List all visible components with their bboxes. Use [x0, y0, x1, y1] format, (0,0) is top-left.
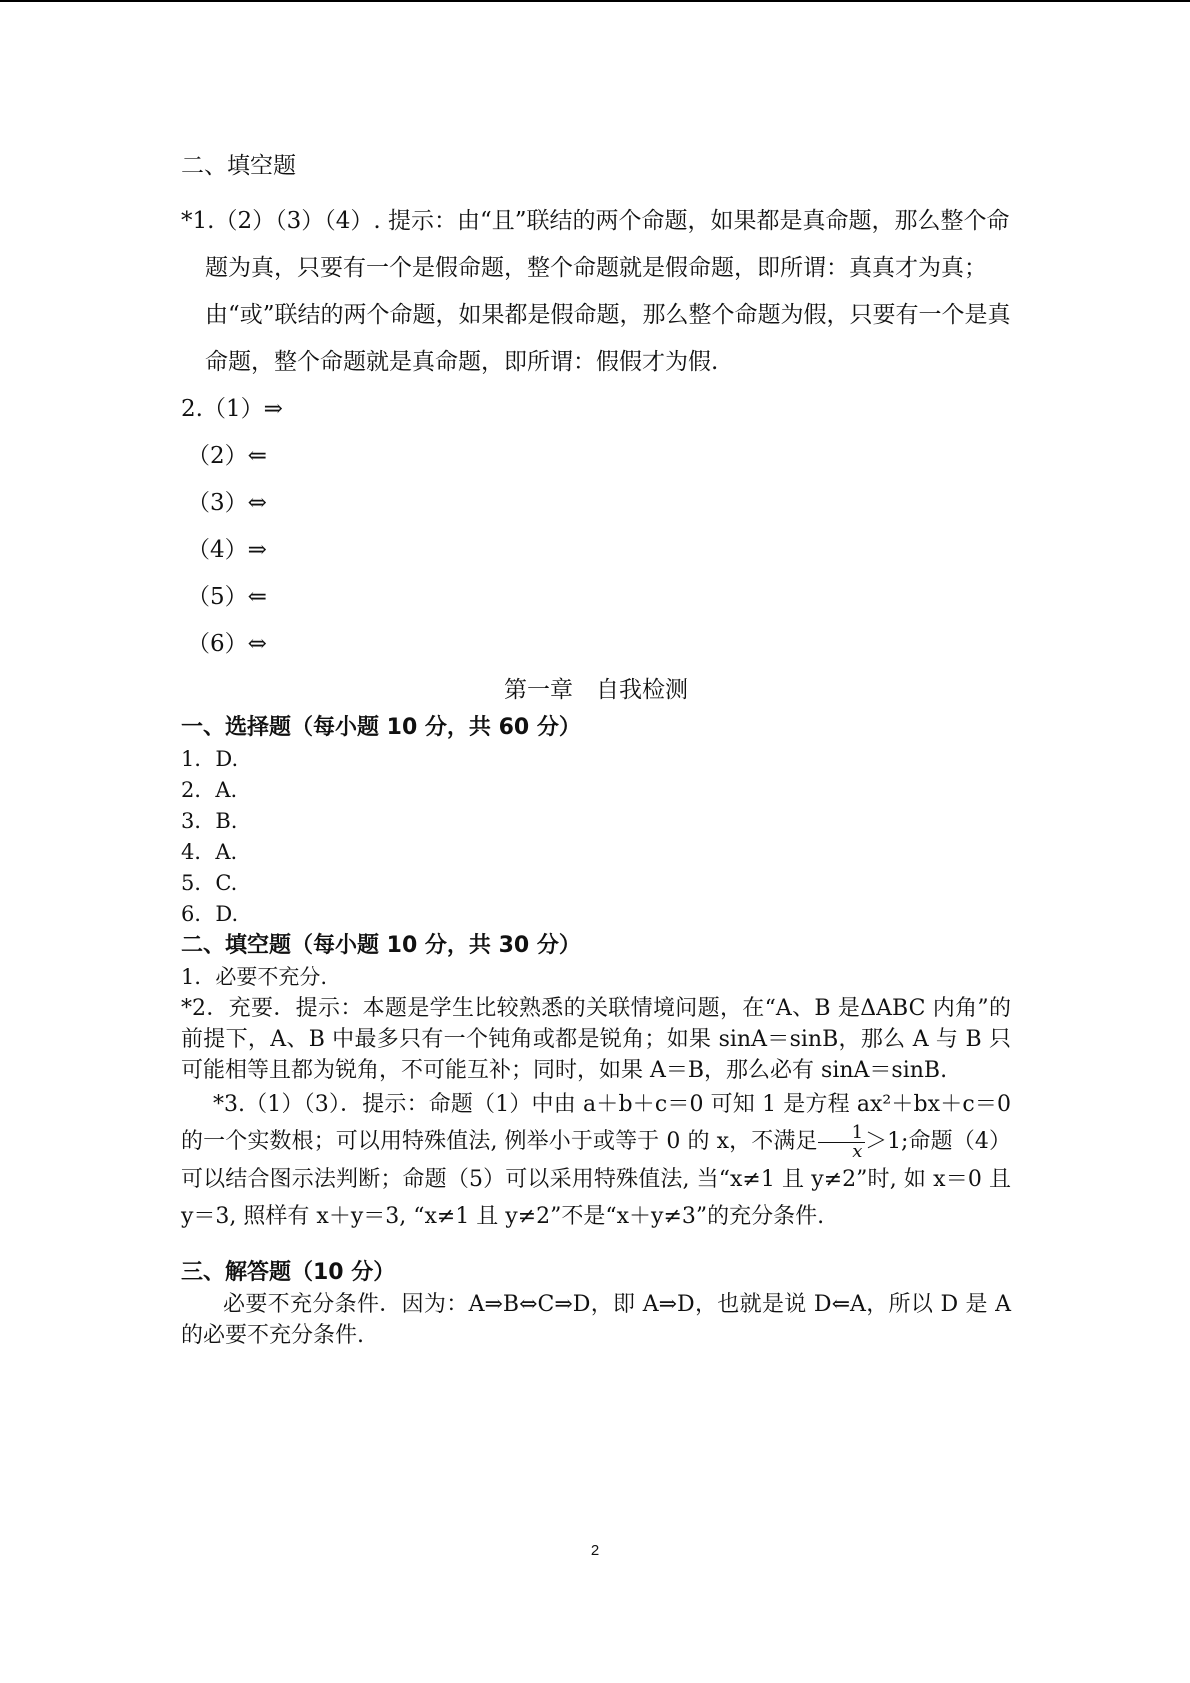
fill-answer-1: *1.（2）（3）（4）. 提示：由“且”联结的两个命题，如果都是真命题，那么整个命题为真，只要有一个是假命题，整个命题就是假命题，即所谓：真真才为真；由“或”联结的两个命题，如果都是假命题，那么整个命题为假，只要有一个是真命题，整个命题就是真命题，即所谓：假假才为假.: [181, 208, 1011, 375]
solve-heading: 三、解答题（10 分）: [181, 1259, 396, 1285]
fraction-denominator: x: [852, 1140, 863, 1162]
blank-answer-2: *2．充要．提示：本题是学生比较熟悉的关联情境问题，在“A、B 是ΔABC 内角”的前提下，A、B 中最多只有一个钝角或都是锐角；如果 sinA＝sinB，那么 A 与 B 只可能相等且都为锐角，不可能互补；同时，如果 A＝B，那么必有 sinA＝sinB.: [181, 996, 1011, 1083]
fill-answer-2-item: （5）⇐: [187, 584, 267, 610]
choice-answer: 2．A.: [181, 778, 238, 802]
choice-answer: 6．D.: [181, 902, 239, 926]
fill-answer-2-item: （2）⇐: [187, 443, 267, 469]
choice-answer: 3．B.: [181, 809, 238, 833]
blank-answer-3-part2: ＞1;命题（4）可以结合图示法判断；命题（5）可以采用特殊值法, 当“x≠1 且 y≠2”时, 如 x＝0 且 y＝3, 照样有 x＋y＝3, “x≠1 且 y≠2”不是“x＋y≠3”的充分条件.: [181, 1129, 1011, 1229]
spacer: [181, 1235, 1011, 1257]
fraction-numerator: 1: [818, 1124, 865, 1143]
blank-answer-3-part1: *3.（1）（3）．提示：命题（1）中由 a＋b＋c＝0 可知 1 是方程 ax²＋bx＋c＝0 的一个实数根；可以用特殊值法, 例举小于或等于 0 的 x，不满足: [181, 1092, 1011, 1154]
fill-answer-2-item: （4）⇒: [187, 537, 267, 563]
fraction-one-over-x: [818, 1121, 865, 1162]
blank-heading: 二、填空题（每小题 10 分，共 30 分）: [181, 933, 581, 958]
blank-answer-1: 1．必要不充分.: [181, 965, 328, 989]
blank-answer-3: [181, 1086, 1011, 1235]
solve-answer: 必要不充分条件．因为：A⇒B⇔C⇒D，即 A⇒D，也就是说 D⇐A，所以 D 是 A 的必要不充分条件.: [181, 1291, 1011, 1348]
document-body: [181, 150, 1011, 1351]
fill-answer-2-head: 2.（1）⇒: [181, 396, 283, 422]
choice-heading: 一、选择题（每小题 10 分，共 60 分）: [181, 715, 581, 740]
section-title-fill-blank: 二、填空题: [181, 153, 296, 179]
fill-answer-2-item: （3）⇔: [187, 490, 267, 516]
choice-answer: 5．C.: [181, 871, 238, 895]
chapter-title: 第一章 自我检测: [504, 677, 688, 703]
choice-answer: 1．D.: [181, 747, 239, 771]
fill-answer-2-item: （6）⇔: [187, 631, 267, 657]
top-border-line: [0, 0, 1190, 2]
choice-answer: 4．A.: [181, 840, 238, 864]
page-number: 2: [590, 1542, 600, 1559]
